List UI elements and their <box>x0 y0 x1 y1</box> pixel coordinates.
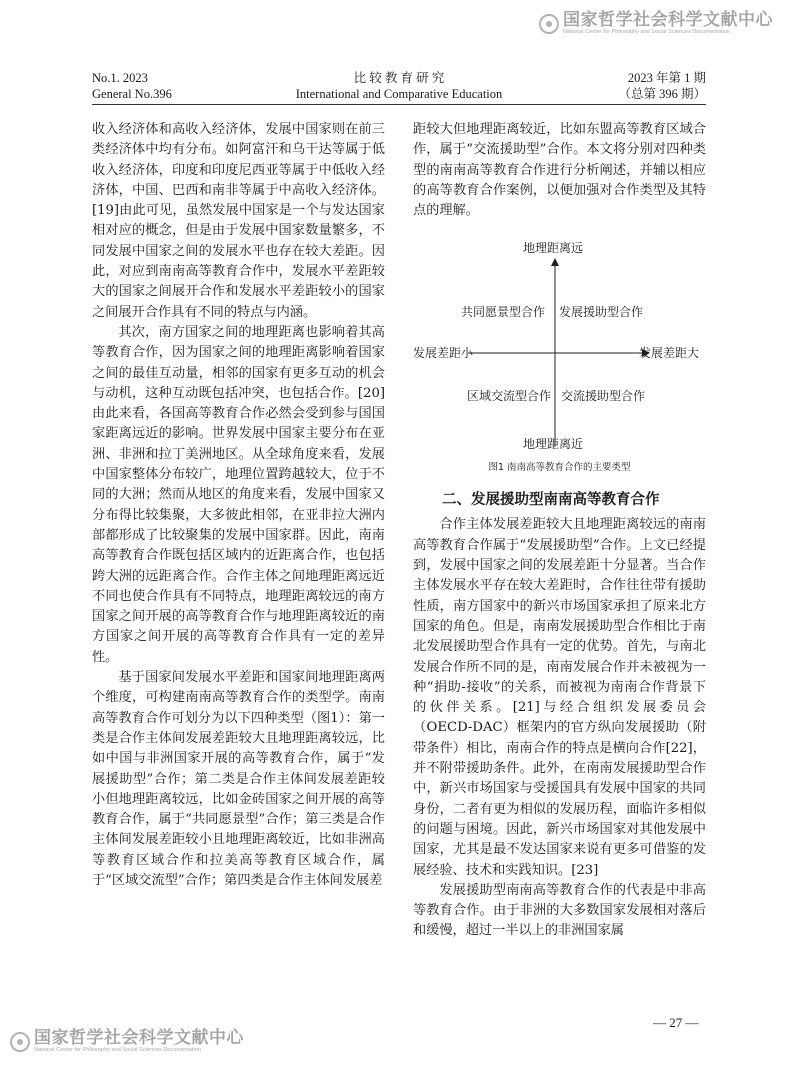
ncpssd-logo-icon <box>539 14 559 34</box>
axis-label-bottom: 地理距离近 <box>523 437 584 452</box>
watermark-name: 国家哲学社会科学文献中心 <box>563 10 773 30</box>
header-rule <box>92 104 706 105</box>
left-column <box>92 120 385 891</box>
watermark-english: National Center for Philosophy and Social Sciences Documentation <box>563 28 730 35</box>
right-column <box>413 120 706 942</box>
header-issue: No.1. 2023 General No.396 <box>92 71 172 101</box>
paragraph: 基于国家间发展水平差距和国家间地理距离两个维度，可构建南南高等教育合作的类型学。南南高等教育合作可划分为以下四种类型（图1）：第一类是合作主体间发展差距较大且地理距离较远，比如中国与非洲国家开展的高等教育合作，属于“发展援助型”合作；第二类是合作主体间发展差距较小但地理距离较远，比如金砖国家之间开展的高等教育合作，属于“共同愿景型”合作；第三类是合作主体间发展差距较小且地理距离较近，比如非洲高等教育区域合作和拉美高等教育区域合作，属于“区域交流型”合作；第四类是合作主体间发展差 <box>92 670 385 888</box>
watermark-top <box>539 12 773 36</box>
section-heading: 二、发展援助型南南高等教育合作 <box>442 492 660 509</box>
paragraph: 发展援助型南南高等教育合作的代表是中非高等教育合作。由于非洲的大多数国家发展相对落后和缓慢，超过一半以上的非洲国家属 <box>413 882 706 939</box>
header-issue-cn: 2023 年第 1 期 （总第 396 期） <box>618 71 706 101</box>
watermark-bottom <box>10 1030 244 1054</box>
paragraph: 合作主体发展差距较大且地理距离较远的南南高等教育合作属于“发展援助型”合作。上文已经提到，发展中国家之间的发展差距十分显著。当合作主体发展水平存在较大差距时，合作往往带有援助性质，南方国家中的新兴市场国家承担了原来北方国家的角色。但是，南南发展援助型合作相比于南北发展援助型合作具有一定的优势。首先，与南北发展合作所不同的是，南南发展合作并未被视为一种“捐助-接收”的关系，而被视为南南合作背景下的伙伴关系。[21]与经合组织发展委员会（OECD-DAC）框架内的官方纵向发展援助（附带条件）相比，南南合作的特点是横向合作[22]，并不附带援助条件。此外，在南南发展援助型合作中，新兴市场国家与受援国具有发展中国家的共同身份，二者有更为相似的发展历程，面临许多相似的问题与困境。因此，新兴市场国家对其他发展中国家，尤其是最不发达国家来说有更多可借鉴的发展经验、技术和实践知识。[23] <box>413 517 706 878</box>
figure-quadrant-diagram <box>413 221 706 457</box>
quadrant-bottom-right: 交流援助型合作 <box>561 389 646 404</box>
paragraph: 收入经济体和高收入经济体，发展中国家则在前三类经济体中均有分布。如阿富汗和乌干达等属于低收入经济体，印度和印度尼西亚等属于中低收入经济体，中国、巴西和南非等属于中高收入经济体。[19]由此可见，虽然发展中国家是一个与发达国家相对应的概念，但是由于发展中国家数量繁多，不同发展中国家之间的发展水平也存在较大差距。因此，对应到南南高等教育合作中，发展水平差距较大的国家之间展开合作和发展水平差距较小的国家之间展开合作具有不同的特点与内涵。 <box>92 122 385 320</box>
axis-label-top: 地理距离远 <box>523 241 584 256</box>
quadrant-top-right: 发展援助型合作 <box>559 305 644 320</box>
figure-caption: 图1 南南高等教育合作的主要类型 <box>488 462 631 474</box>
quadrant-top-left: 共同愿景型合作 <box>461 305 546 320</box>
watermark-english: National Center for Philosophy and Social Sciences Documentation <box>34 1046 201 1053</box>
axis-label-left: 发展差距小 <box>413 346 474 361</box>
axis-label-right: 发展差距大 <box>639 346 700 361</box>
journal-title: 比 较 教 育 研 究 International and Comparative Education <box>295 71 503 101</box>
page-number: — 27 — <box>653 1015 699 1030</box>
figure-axes <box>413 221 706 457</box>
paragraph: 距较大但地理距离较近，比如东盟高等教育区域合作，属于“交流援助型”合作。本文将分别对四种类型的南南高等教育合作进行分析阐述，并辅以相应的高等教育合作案例，以便加强对合作类型及其特点的理解。 <box>413 122 706 219</box>
watermark-name: 国家哲学社会科学文献中心 <box>34 1028 244 1048</box>
quadrant-bottom-left: 区域交流型合作 <box>467 389 552 404</box>
running-header <box>92 70 706 106</box>
ncpssd-logo-icon <box>10 1032 30 1052</box>
paragraph: 其次，南方国家之间的地理距离也影响着其高等教育合作，因为国家之间的地理距离影响着国家之间的最佳互动量，相邻的国家有更多互动的机会与动机，这种互动既包括冲突，也包括合作。[20]由此来看，各国高等教育合作必然会受到参与国国家距离远近的影响。世界发展中国家主要分布在亚洲、非洲和拉丁美洲地区。从全球角度来看，发展中国家整体分布较广，地理位置跨越较大，位于不同的大洲；然而从地区的角度来看，发展中国家又分布得比较集聚，大多彼此相邻，在亚非拉大洲内部都形成了比较聚集的发展中国家群。因此，南南高等教育合作既包括区域内的近距离合作，也包括跨大洲的远距离合作。合作主体之间地理距离远近不同也使合作具有不同特点，地理距离较远的南方国家之间开展的高等教育合作与地理距离较近的南方国家之间开展的高等教育合作具有一定的差异性。 <box>92 324 385 665</box>
